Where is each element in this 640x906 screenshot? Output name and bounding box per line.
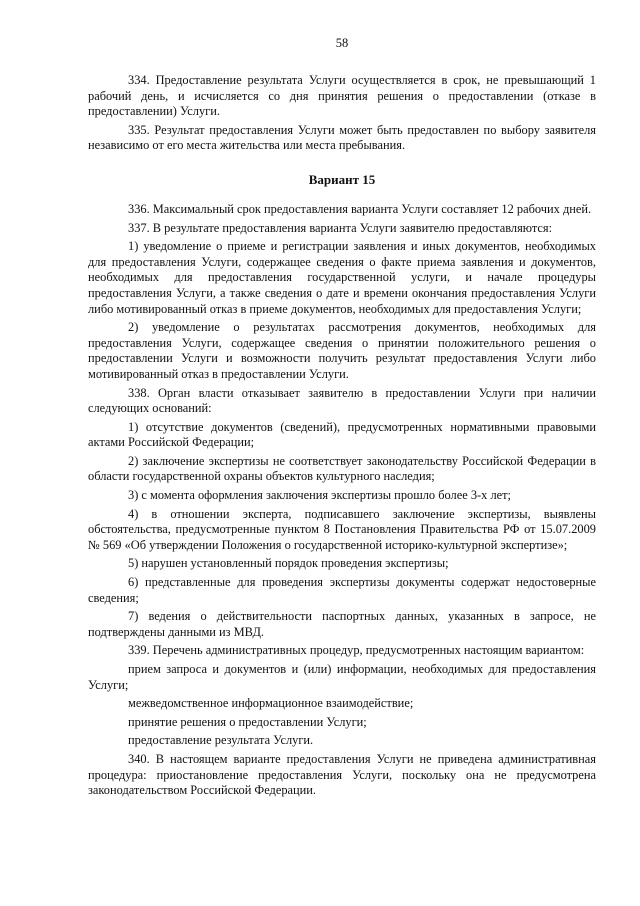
paragraph: 1) уведомление о приеме и регистрации заявления и иных документов, необходимых для предоставления Услуги, содержащее сведения о факте приема заявления и документов, необходимых для предоставления государственной услуги, и начале процедуры предоставления Услуги, а также сведения о дате и времени окончания предоставления Услуги либо мотивированный отказ в приеме документов, необходимых для предоставления Услуги; — [88, 239, 596, 316]
paragraph: 334. Предоставление результата Услуги осуществляется в срок, не превышающий 1 рабочий день, и исчисляется со дня принятия решения о предоставлении (отказе в предоставлении) Услуги. — [88, 73, 596, 119]
page-number: 58 — [335, 36, 349, 50]
section-heading: Вариант 15 — [308, 171, 376, 187]
paragraph: 339. Перечень административных процедур, предусмотренных настоящим вариантом: — [128, 643, 585, 658]
section-a — [88, 73, 596, 154]
paragraph: 7) ведения о действительности паспортных данных, указанных в запросе, не подтверждены данными из МВД. — [88, 609, 596, 639]
paragraph: предоставление результата Услуги. — [128, 733, 314, 748]
paragraph: межведомственное информационное взаимодействие; — [128, 696, 414, 711]
paragraph: 2) заключение экспертизы не соответствует законодательству Российской Федерации в области государственной охраны объектов культурного наследия; — [88, 453, 596, 484]
paragraph: 3) с момента оформления заключения экспертизы прошло более 3-х лет; — [128, 488, 511, 503]
paragraph: принятие решения о предоставлении Услуги; — [128, 714, 367, 729]
paragraph: 336. Максимальный срок предоставления варианта Услуги составляет 12 рабочих дней. — [128, 201, 592, 216]
paragraph: 5) нарушен установленный порядок проведения экспертизы; — [128, 556, 449, 571]
paragraph: 338. Орган власти отказывает заявителю в предоставлении Услуги при наличии следующих оснований: — [88, 385, 596, 416]
document-page — [88, 36, 596, 799]
paragraph: 2) уведомление о результатах рассмотрения документов, необходимых для предоставления Услуги, содержащее сведения о принятии положительного решения о предоставлении Услуги и возможности получить результат предоставления Услуги либо мотивированный отказ в предоставлении Услуги. — [88, 320, 596, 381]
section-b — [88, 202, 596, 799]
paragraph: 335. Результат предоставления Услуги может быть предоставлен по выбору заявителя независимо от его места жительства или места пребывания. — [88, 122, 596, 153]
paragraph: 4) в отношении эксперта, подписавшего заключение экспертизы, выявлены обстоятельства, предусмотренные пунктом 8 Постановления Правительства РФ от 15.07.2009 № 569 «Об утверждении Положения о государственной историко-культурной экспертизе»; — [88, 506, 596, 552]
paragraph: 340. В настоящем варианте предоставления Услуги не приведена административная процедура: приостановление предоставления Услуги, поскольку она не предусмотрена законодательством Российской Федерации. — [88, 751, 596, 798]
paragraph: 6) представленные для проведения экспертизы документы содержат недостоверные сведения; — [88, 575, 596, 605]
paragraph: прием запроса и документов и (или) информации, необходимых для предоставления Услуги; — [88, 662, 596, 692]
paragraph: 1) отсутствие документов (сведений), предусмотренных нормативными правовыми актами Российской Федерации; — [88, 419, 596, 450]
paragraph: 337. В результате предоставления варианта Услуги заявителю предоставляются: — [128, 220, 553, 235]
